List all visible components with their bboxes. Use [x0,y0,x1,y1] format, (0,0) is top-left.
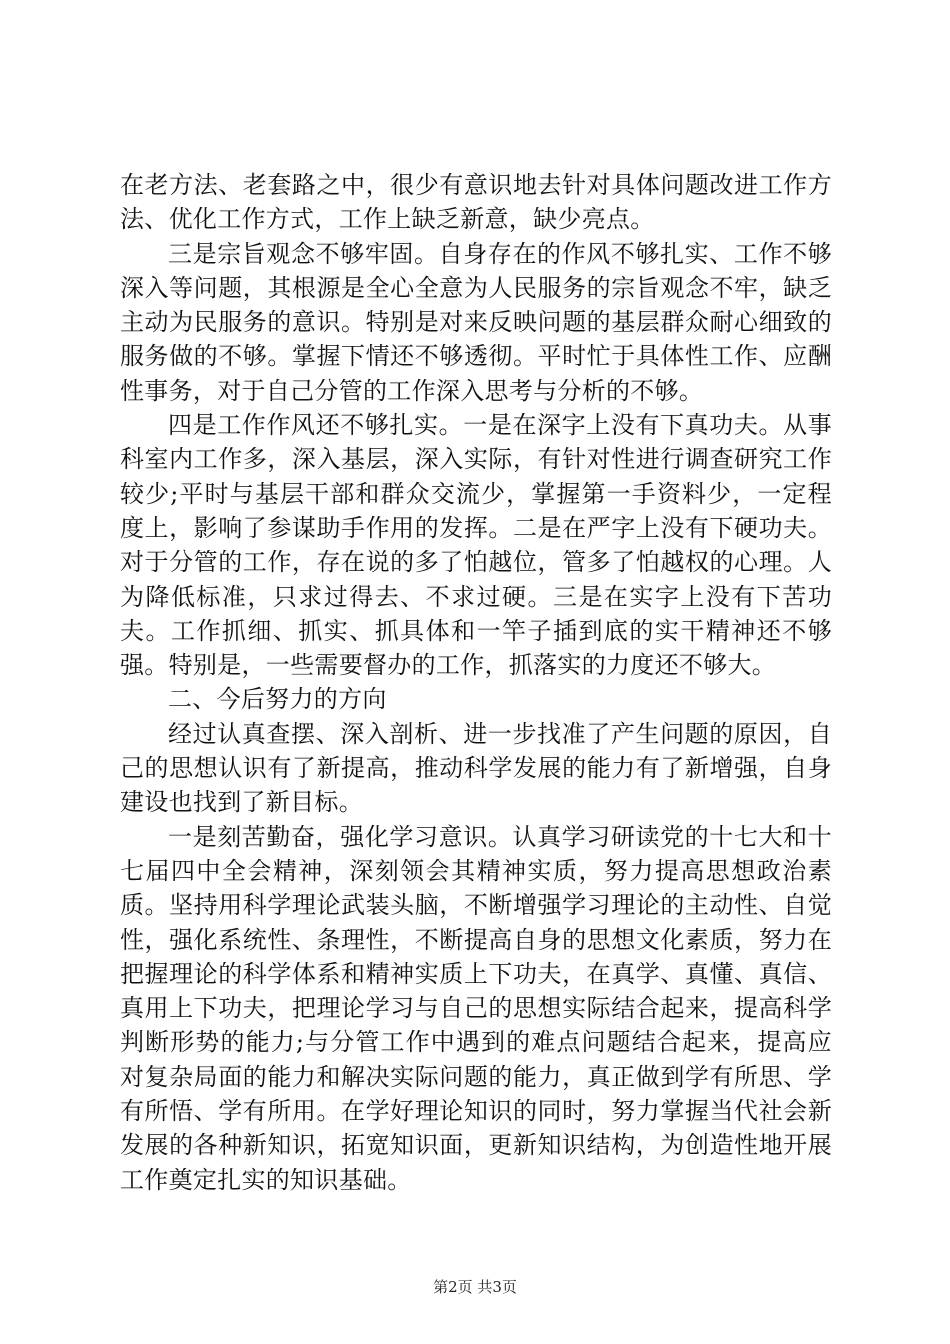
paragraph-intro: 经过认真查摆、深入剖析、进一步找准了产生问题的原因，自己的思想认识有了新提高，推动科学发展的能力有了新增强，自身建设也找到了新目标。 [120,719,832,817]
paragraph-point-three: 三是宗旨观念不够牢固。自身存在的作风不够扎实、工作不够深入等问题，其根源是全心全意为人民服务的宗旨观念不牢，缺乏主动为民服务的意识。特别是对来反映问题的基层群众耐心细致的服务做的不够。掌握下情还不够透彻。平时忙于具体性工作、应酬性事务，对于自己分管的工作深入思考与分析的不够。 [120,239,832,405]
section-heading: 二、今后努力的方向 [168,685,387,714]
paragraph-continuation: 在老方法、老套路之中，很少有意识地去针对具体问题改进工作方法、优化工作方式，工作上缺乏新意，缺少亮点。 [120,171,832,234]
paragraph-point-one: 一是刻苦勤奋，强化学习意识。认真学习研读党的十七大和十七届四中全会精神，深刻领会其精神实质，努力提高思想政治素质。坚持用科学理论武装头脑，不断增强学习理论的主动性、自觉性，强化系统性、条理性，不断提高自身的思想文化素质，努力在把握理论的科学体系和精神实质上下功夫，在真学、真懂、真信、真用上下功夫，把理论学习与自己的思想实际结合起来，提高科学判断形势的能力;与分管工作中遇到的难点问题结合起来，提高应对复杂局面的能力和解决实际问题的能力，真正做到学有所思、学有所悟、学有所用。在学好理论知识的同时，努力掌握当代社会新发展的各种新知识，拓宽知识面，更新知识结构，为创造性地开展工作奠定扎实的知识基础。 [120,822,832,1194]
page-number-footer: 第2页 共3页 [433,1278,517,1296]
paragraph-point-four: 四是工作作风还不够扎实。一是在深字上没有下真功夫。从事科室内工作多，深入基层，深入实际，有针对性进行调查研究工作较少;平时与基层干部和群众交流少，掌握第一手资料少，一定程度上，影响了参谋助手作用的发挥。二是在严字上没有下硬功夫。对于分管的工作，存在说的多了怕越位，管多了怕越权的心理。人为降低标准，只求过得去、不求过硬。三是在实字上没有下苦功夫。工作抓细、抓实、抓具体和一竿子插到底的实干精神还不够强。特别是，一些需要督办的工作，抓落实的力度还不够大。 [120,411,832,680]
document-body [120,168,832,1197]
